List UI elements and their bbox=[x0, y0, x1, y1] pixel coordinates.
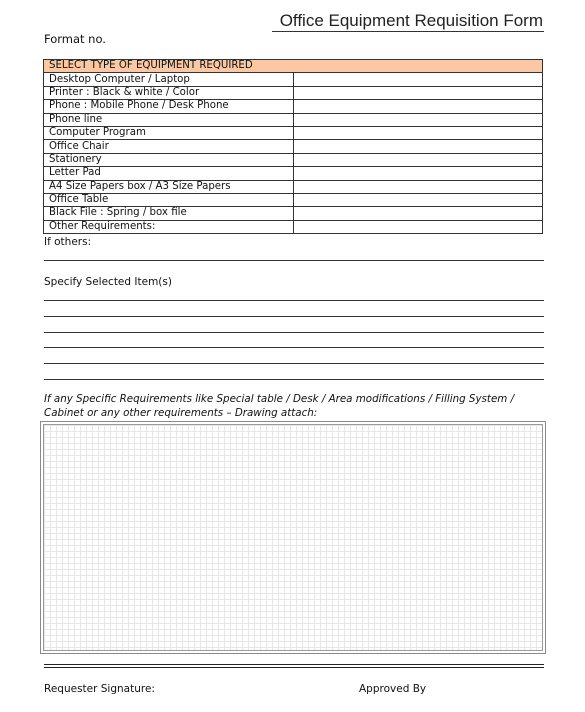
specify-line-3[interactable] bbox=[44, 332, 544, 333]
equipment-item-label: Letter Pad bbox=[44, 167, 294, 180]
equipment-row bbox=[44, 86, 543, 99]
equipment-item-label: Desktop Computer / Laptop bbox=[44, 73, 294, 86]
specify-line-1[interactable] bbox=[44, 300, 544, 301]
if-others-label: If others: bbox=[44, 236, 92, 248]
equipment-item-label: Office Table bbox=[44, 193, 294, 206]
equipment-row bbox=[44, 207, 543, 220]
equipment-row bbox=[44, 113, 543, 126]
specify-line-4[interactable] bbox=[44, 347, 544, 348]
equipment-row bbox=[44, 153, 543, 166]
form-title: Office Equipment Requisition Form bbox=[279, 11, 543, 30]
specify-line-5[interactable] bbox=[44, 363, 544, 364]
if-others-line[interactable] bbox=[44, 260, 544, 261]
specify-line-2[interactable] bbox=[44, 316, 544, 317]
equipment-item-label: Office Chair bbox=[44, 140, 294, 153]
equipment-row bbox=[44, 193, 543, 206]
equipment-item-label: A4 Size Papers box / A3 Size Papers bbox=[44, 180, 294, 193]
specify-line-6[interactable] bbox=[44, 379, 544, 380]
equipment-item-label: Printer : Black & white / Color bbox=[44, 86, 294, 99]
equipment-checkbox-cell[interactable] bbox=[293, 167, 543, 180]
equipment-row bbox=[44, 100, 543, 113]
requester-signature-label: Requester Signature: bbox=[44, 683, 155, 695]
approved-by-label: Approved By bbox=[359, 683, 427, 695]
format-number-label: Format no. bbox=[44, 32, 106, 46]
signature-rule-top bbox=[44, 664, 544, 665]
equipment-checkbox-cell[interactable] bbox=[293, 220, 543, 233]
equipment-checkbox-cell[interactable] bbox=[293, 193, 543, 206]
drawing-grid[interactable] bbox=[43, 424, 543, 651]
equipment-checkbox-cell[interactable] bbox=[293, 207, 543, 220]
equipment-item-label: Computer Program bbox=[44, 126, 294, 139]
title-underline bbox=[272, 31, 544, 32]
equipment-checkbox-cell[interactable] bbox=[293, 100, 543, 113]
equipment-row bbox=[44, 140, 543, 153]
equipment-checkbox-cell[interactable] bbox=[293, 86, 543, 99]
equipment-row bbox=[44, 73, 543, 86]
drawing-area-frame bbox=[40, 421, 546, 654]
equipment-row bbox=[44, 180, 543, 193]
equipment-checkbox-cell[interactable] bbox=[293, 140, 543, 153]
equipment-item-label: Other Requirements: bbox=[44, 220, 294, 233]
equipment-table bbox=[43, 59, 543, 234]
equipment-row bbox=[44, 167, 543, 180]
equipment-item-label: Phone line bbox=[44, 113, 294, 126]
equipment-checkbox-cell[interactable] bbox=[293, 180, 543, 193]
equipment-item-label: Phone : Mobile Phone / Desk Phone bbox=[44, 100, 294, 113]
equipment-checkbox-cell[interactable] bbox=[293, 113, 543, 126]
equipment-row bbox=[44, 126, 543, 139]
equipment-table-header: SELECT TYPE OF EQUIPMENT REQUIRED bbox=[44, 60, 543, 73]
specific-requirements-note: If any Specific Requirements like Special table / Desk / Area modifications / Filling System / Cabinet or any other requirements – Drawing attach: bbox=[44, 393, 515, 419]
equipment-checkbox-cell[interactable] bbox=[293, 73, 543, 86]
equipment-item-label: Stationery bbox=[44, 153, 294, 166]
equipment-item-label: Black File : Spring / box file bbox=[44, 207, 294, 220]
signature-rule-bottom bbox=[44, 667, 544, 668]
equipment-checkbox-cell[interactable] bbox=[293, 126, 543, 139]
equipment-row bbox=[44, 220, 543, 233]
specify-items-label: Specify Selected Item(s) bbox=[44, 276, 172, 288]
equipment-checkbox-cell[interactable] bbox=[293, 153, 543, 166]
equipment-table-header-row bbox=[44, 60, 543, 73]
